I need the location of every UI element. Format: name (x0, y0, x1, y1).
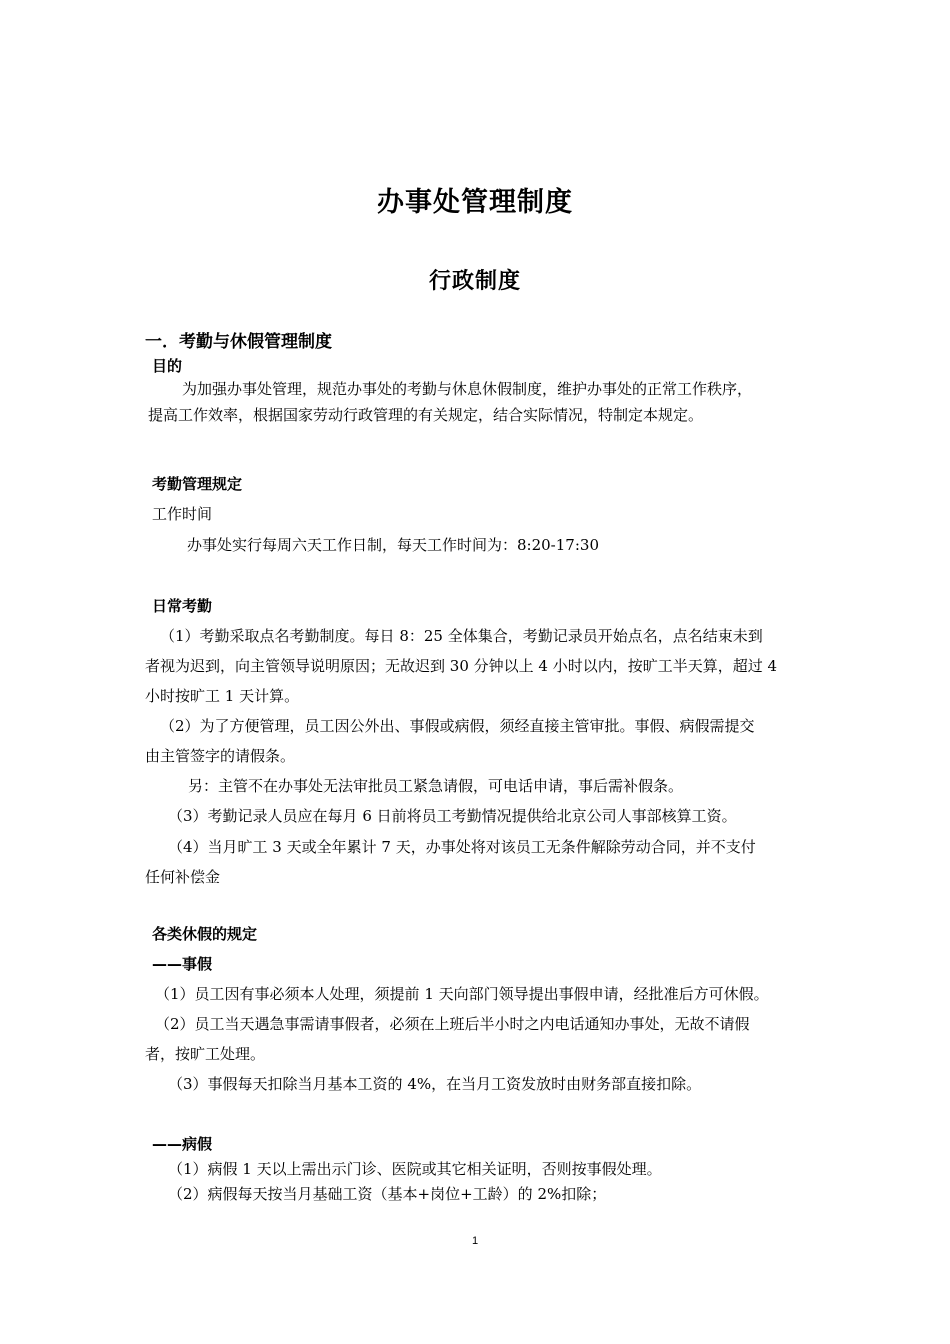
sick-leave-line: （2）病假每天按当月基础工资（基本+岗位+工龄）的 2%扣除； (168, 1185, 607, 1203)
sick-leave-heading: ——病假 (152, 1135, 213, 1153)
daily-item-line: 小时按旷工 1 天计算。 (145, 687, 300, 705)
personal-leave-line: 者，按旷工处理。 (145, 1045, 266, 1063)
purpose-text-line: 为加强办事处管理，规范办事处的考勤与休息休假制度，维护办事处的正常工作秩序， (182, 380, 753, 398)
purpose-text-line: 提高工作效率，根据国家劳动行政管理的有关规定，结合实际情况，特制定本规定。 (148, 406, 704, 424)
daily-item-line: （4）当月旷工 3 天或全年累计 7 天，办事处将对该员工无条件解除劳动合同，并不支付 (168, 838, 756, 856)
sick-leave-line: （1）病假 1 天以上需出示门诊、医院或其它相关证明，否则按事假处理。 (168, 1160, 662, 1178)
page-number: 1 (471, 1235, 479, 1247)
daily-item-line: 任何补偿金 (145, 868, 221, 886)
daily-item-line: （2）为了方便管理，员工因公外出、事假或病假，须经直接主管审批。事假、病假需提交 (160, 717, 755, 735)
daily-note: 另：主管不在办事处无法审批员工紧急请假，可电话申请，事后需补假条。 (188, 777, 684, 795)
document-title: 办事处管理制度 (377, 187, 573, 218)
work-time-label: 工作时间 (152, 505, 213, 523)
personal-leave-line: （2）员工当天遇急事需请事假者，必须在上班后半小时之内电话通知办事处，无故不请假 (155, 1015, 750, 1033)
personal-leave-heading: ——事假 (152, 955, 213, 973)
document-subtitle: 行政制度 (428, 269, 521, 294)
section-heading-attendance-leave: 一．考勤与休假管理制度 (145, 332, 332, 352)
leave-heading: 各类休假的规定 (152, 925, 258, 943)
daily-item-line: （3）考勤记录人员应在每月 6 日前将员工考勤情况提供给北京公司人事部核算工资。 (168, 807, 737, 825)
attendance-heading: 考勤管理规定 (152, 475, 243, 493)
daily-item-line: 者视为迟到，向主管领导说明原因；无故迟到 30 分钟以上 4 小时以内，按旷工半天算，超过 4 (145, 657, 778, 675)
personal-leave-line: （3）事假每天扣除当月基本工资的 4%，在当月工资发放时由财务部直接扣除。 (168, 1075, 702, 1093)
daily-item-line: 由主管签字的请假条。 (145, 747, 296, 765)
personal-leave-line: （1）员工因有事必须本人处理，须提前 1 天向部门领导提出事假申请，经批准后方可休假。 (155, 985, 769, 1003)
daily-item-line: （1）考勤采取点名考勤制度。每日 8：25 全体集合，考勤记录员开始点名，点名结束未到 (160, 627, 763, 645)
purpose-label: 目的 (152, 357, 183, 375)
work-time-text: 办事处实行每周六天工作日制，每天工作时间为：8:20-17:30 (187, 536, 599, 554)
daily-attendance-heading: 日常考勤 (152, 597, 213, 615)
